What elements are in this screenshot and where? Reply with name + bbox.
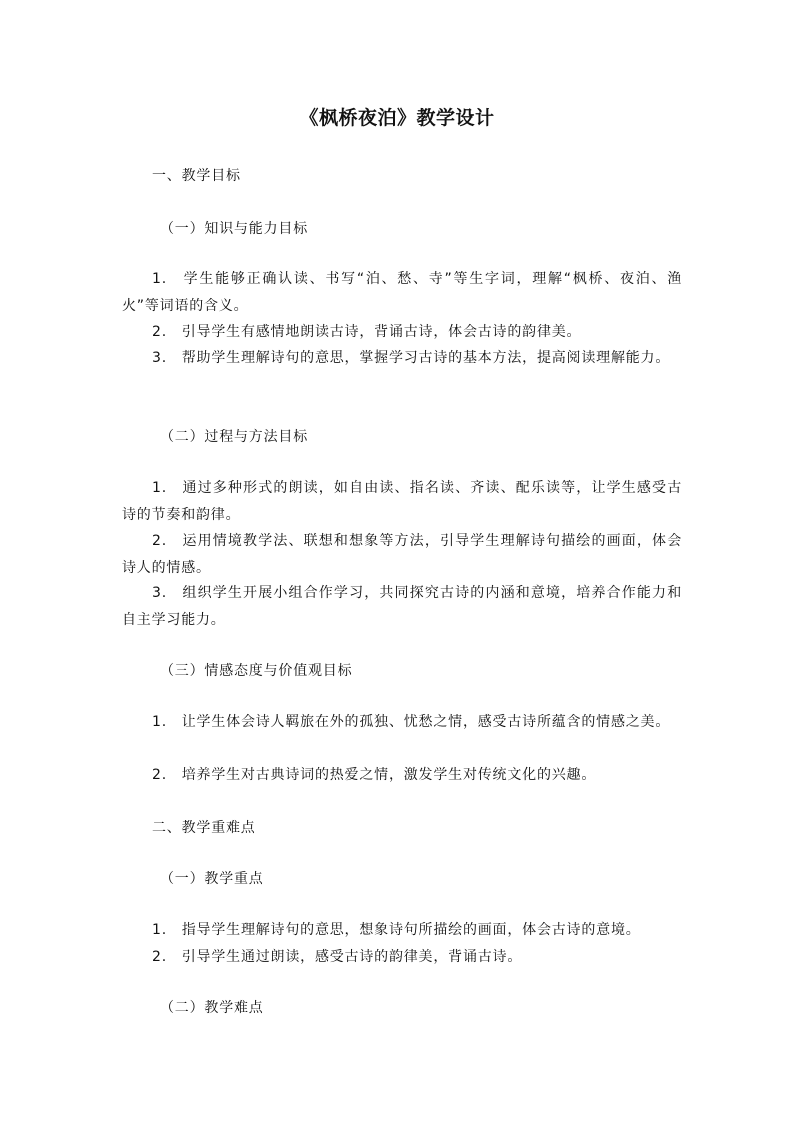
subheading-teaching-difficulty: （二）教学难点 — [160, 1000, 264, 1016]
list-item: 1. 指导学生理解诗句的意思，想象诗句所描绘的画面，体会古诗的意境。 — [152, 922, 641, 938]
section-heading-key-points: 二、教学重难点 — [152, 820, 256, 836]
subheading-teaching-focus: （一）教学重点 — [160, 871, 264, 887]
list-item: 3. 帮助学生理解诗句的意思，掌握学习古诗的基本方法，提高阅读理解能力。 — [152, 350, 671, 366]
list-item: 1. 学生能够正确认读、书写“泊、愁、寺”等生字词，理解“枫桥、夜泊、渔火”等词语的含义。 — [122, 271, 682, 314]
list-item: 1. 通过多种形式的朗读，如自由读、指名读、齐读、配乐读等，让学生感受古诗的节奏和韵律。 — [122, 480, 682, 523]
list-item: 1. 让学生体会诗人羁旅在外的孤独、忧愁之情，感受古诗所蕴含的情感之美。 — [152, 714, 671, 730]
list-item: 2. 引导学生有感情地朗读古诗，背诵古诗，体会古诗的韵律美。 — [152, 324, 582, 340]
list-item: 2. 培养学生对古典诗词的热爱之情，激发学生对传统文化的兴趣。 — [152, 767, 597, 783]
subheading-process-method: （二）过程与方法目标 — [160, 429, 308, 445]
subheading-emotion-values: （三）情感态度与价值观目标 — [160, 663, 353, 679]
subheading-knowledge-ability: （一）知识与能力目标 — [160, 221, 308, 237]
list-item: 3. 组织学生开展小组合作学习，共同探究古诗的内涵和意境，培养合作能力和自主学习能力。 — [122, 585, 682, 628]
section-heading-teaching-goals: 一、教学目标 — [152, 168, 241, 184]
list-item: 2. 运用情境教学法、联想和想象等方法，引导学生理解诗句描绘的画面，体会诗人的情感。 — [122, 533, 682, 576]
document-title: 《枫桥夜泊》教学设计 — [299, 107, 495, 129]
list-item: 2. 引导学生通过朗读，感受古诗的韵律美，背诵古诗。 — [152, 949, 523, 965]
